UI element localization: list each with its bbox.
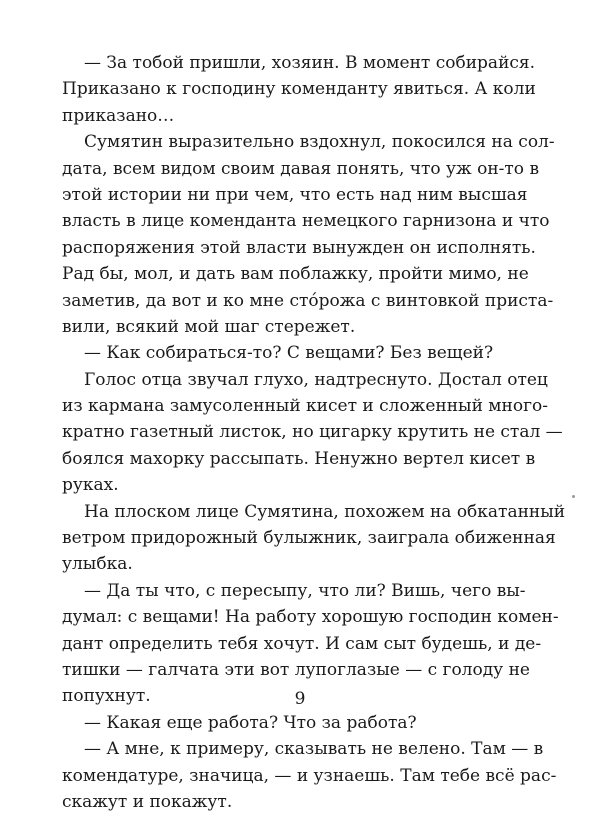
- text-line: распоряжения этой власти вынужден он исполнять.: [62, 237, 536, 258]
- text-line: заметив, да вот и ко мне стóрожа с винтовкой приста-: [62, 290, 554, 311]
- paragraph: [62, 50, 536, 129]
- paragraph: [62, 340, 524, 366]
- text-line: руках.: [62, 475, 119, 496]
- text-line: скажут и покажут.: [62, 791, 233, 812]
- text-line: дант определить тебя хочут. И сам сыт будешь, и де-: [62, 633, 542, 654]
- text-line: приказано…: [62, 105, 175, 126]
- text-line: ветром придорожный булыжник, заиграла обиженная: [62, 528, 556, 549]
- paragraph: [62, 499, 566, 578]
- text-line: Голос отца звучал глухо, надтреснуто. Достал отец: [84, 369, 548, 390]
- text-line: из кармана замусоленный кисет и сложенный много-: [62, 396, 548, 417]
- text-line: вили, всякий мой шаг стережет.: [62, 316, 356, 337]
- text-line: — А мне, к примеру, сказывать не велено. Там — в: [84, 739, 544, 760]
- page-number: 9: [294, 689, 306, 709]
- paragraph: [62, 367, 563, 499]
- text-line: кратно газетный листок, но цигарку крутить не стал —: [62, 422, 563, 443]
- text-line: Приказано к господину коменданту явиться. А коли: [62, 79, 536, 100]
- text-line: боялся махорку рассыпать. Ненужно вертел кисет в: [62, 448, 536, 469]
- text-line: попухнут.: [62, 686, 151, 707]
- text-line: улыбка.: [62, 554, 133, 575]
- paragraph: [62, 736, 557, 815]
- text-line: Сумятин выразительно вздохнул, покосился на сол-: [84, 132, 555, 153]
- text-line: — Как собираться-то? С вещами? Без вещей?: [84, 343, 494, 364]
- ink-speck: [572, 495, 575, 498]
- text-line: На плоском лице Сумятина, похожем на обкатанный: [84, 501, 566, 522]
- text-line: дата, всем видом своим давая понять, что уж он-то в: [62, 158, 540, 179]
- text-line: комендатуре, значица, — и узнаешь. Там тебе всё рас-: [62, 765, 557, 786]
- text-line: думал: с вещами! На работу хорошую господин комен-: [62, 607, 559, 628]
- text-line: — Да ты что, с пересыпу, что ли? Вишь, чего вы-: [84, 580, 526, 601]
- text-line: власть в лице коменданта немецкого гарнизона и что: [62, 211, 550, 232]
- text-line: этой истории ни при чем, что есть над ним высшая: [62, 184, 528, 205]
- paragraph: [62, 710, 524, 736]
- paragraph: [62, 129, 555, 340]
- text-line: — Какая еще работа? Что за работа?: [84, 712, 417, 733]
- text-line: — За тобой пришли, хозяин. В момент собирайся.: [84, 53, 536, 73]
- text-line: Рад бы, мол, и дать вам поблажку, пройти мимо, не: [62, 264, 529, 285]
- text-line: тишки — галчата эти вот лупоглазые — с голоду не: [62, 659, 530, 680]
